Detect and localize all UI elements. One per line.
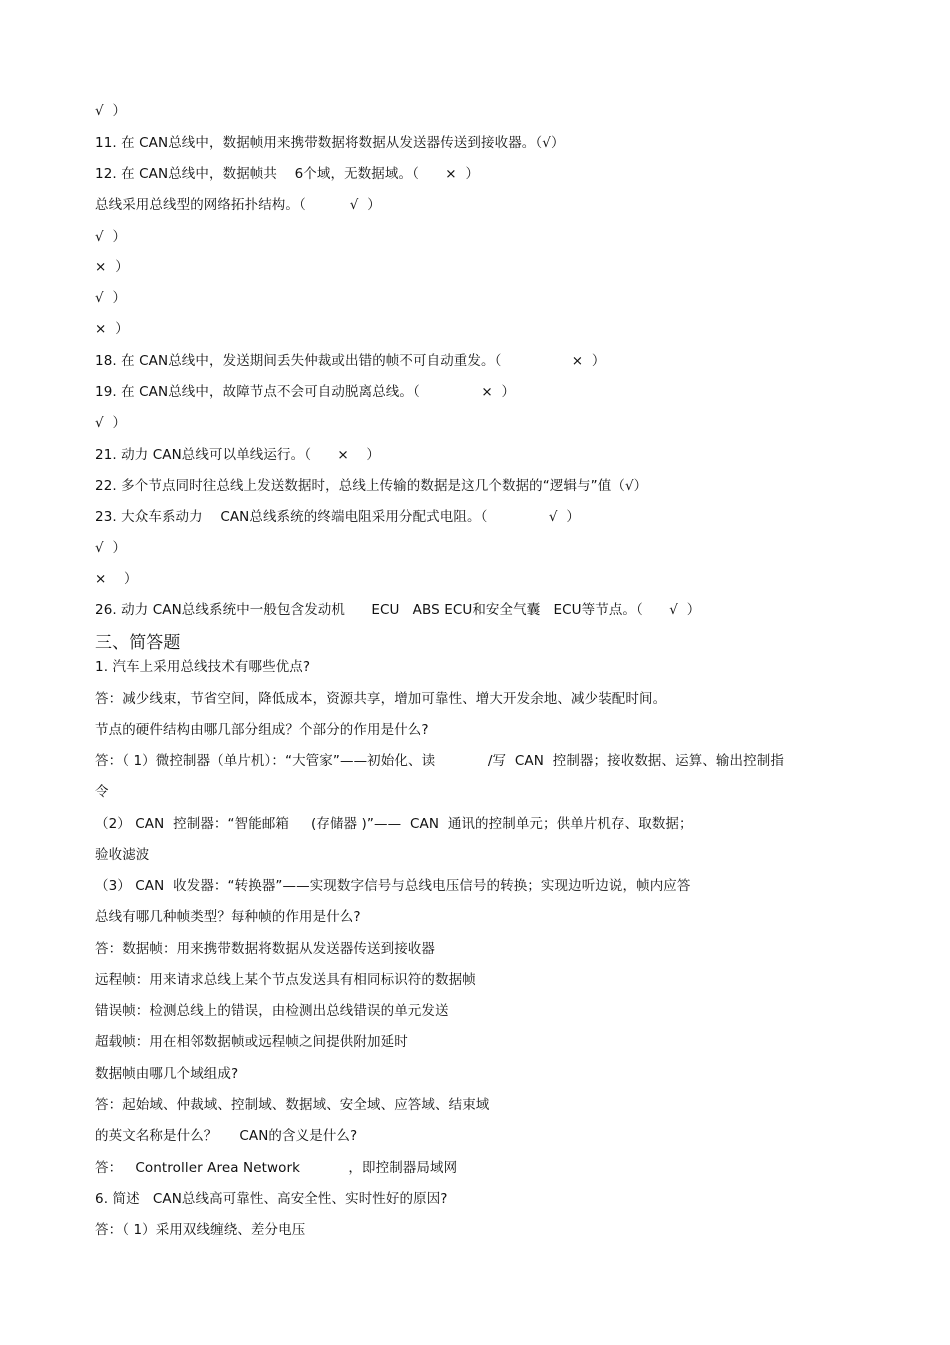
question-19: 19. 在 CAN总线中，故障节点不会可自动脱离总线。（ × ） [95, 384, 516, 400]
question-12: 12. 在 CAN总线中，数据帧共 6个域，无数据域。（ × ） [95, 166, 480, 182]
question-18: 18. 在 CAN总线中，发送期间丢失仲裁或出错的帧不可自动重发。（ × ） [95, 353, 606, 369]
question-21: 21. 动力 CAN总线可以单线运行。（ × ） [95, 447, 380, 463]
question-23: 23. 大众车系动力 CAN总线系统的终端电阻采用分配式电阻。（ √ ） [95, 509, 580, 525]
answer-3-remote-frame: 远程帧：用来请求总线上某个节点发送具有相同标识符的数据帧 [95, 972, 476, 988]
answer-5: 答： Controller Area Network ，即控制器局域网 [95, 1160, 458, 1176]
answer-line-check: √ ） [95, 229, 127, 245]
short-question-2: 节点的硬件结构由哪几部分组成？个部分的作用是什么? [95, 722, 429, 738]
answer-6: 答：（ 1）采用双线缠绕、差分电压 [95, 1222, 306, 1238]
answer-2-part-2: （2） CAN 控制器：“智能邮箱 (存储器 )”—— CAN 通讯的控制单元；供单片机存、取数据； [95, 816, 693, 832]
question-13: 总线采用总线型的网络拓扑结构。（ √ ） [95, 197, 381, 213]
short-question-3: 总线有哪几种帧类型？每种帧的作用是什么? [95, 909, 361, 925]
answer-3-error-frame: 错误帧：检测总线上的错误，由检测出总线错误的单元发送 [95, 1003, 449, 1019]
question-26: 26. 动力 CAN总线系统中一般包含发动机 ECU ABS ECU和安全气囊 ECU等节点。（ √ ） [95, 602, 701, 618]
answer-line-check: √ ） [95, 415, 127, 431]
answer-line-cross: × ） [95, 571, 138, 587]
answer-line-check: √ ） [95, 290, 127, 306]
answer-line-cross: × ） [95, 259, 129, 275]
answer-line-check: √ ） [95, 540, 127, 556]
answer-3-data-frame: 答：数据帧：用来携带数据将数据从发送器传送到接收器 [95, 941, 435, 957]
answer-line-check: √ ） [95, 103, 127, 119]
answer-2-continuation: 验收滤波 [95, 847, 150, 863]
answer-4: 答：起始域、仲裁域、控制域、数据域、安全域、应答域、结束域 [95, 1097, 490, 1113]
question-11: 11. 在 CAN总线中，数据帧用来携带数据将数据从发送器传送到接收器。（√） [95, 135, 565, 151]
short-question-4: 数据帧由哪几个域组成? [95, 1066, 239, 1082]
answer-2-part-3: （3） CAN 收发器：“转换器”——实现数字信号与总线电压信号的转换；实现边听边说，帧内应答 [95, 878, 691, 894]
answer-1: 答：减少线束，节省空间，降低成本，资源共享，增加可靠性、增大开发余地、减少装配时间。 [95, 691, 667, 707]
short-question-6: 6. 简述 CAN总线高可靠性、高安全性、实时性好的原因? [95, 1191, 448, 1207]
short-question-5: 的英文名称是什么？ CAN的含义是什么? [95, 1128, 358, 1144]
short-question-1: 1. 汽车上采用总线技术有哪些优点? [95, 659, 311, 675]
section-heading: 三、简答题 [95, 633, 181, 653]
answer-2-continuation: 令 [95, 784, 109, 800]
answer-2-part-1: 答：（ 1）微控制器（单片机）：“大管家”——初始化、读 /写 CAN 控制器；接收数据、运算、输出控制指 [95, 753, 784, 769]
question-22: 22. 多个节点同时往总线上发送数据时，总线上传输的数据是这几个数据的“逻辑与”值（√） [95, 478, 648, 494]
answer-line-cross: × ） [95, 321, 129, 337]
answer-3-overload-frame: 超载帧：用在相邻数据帧或远程帧之间提供附加延时 [95, 1034, 408, 1050]
